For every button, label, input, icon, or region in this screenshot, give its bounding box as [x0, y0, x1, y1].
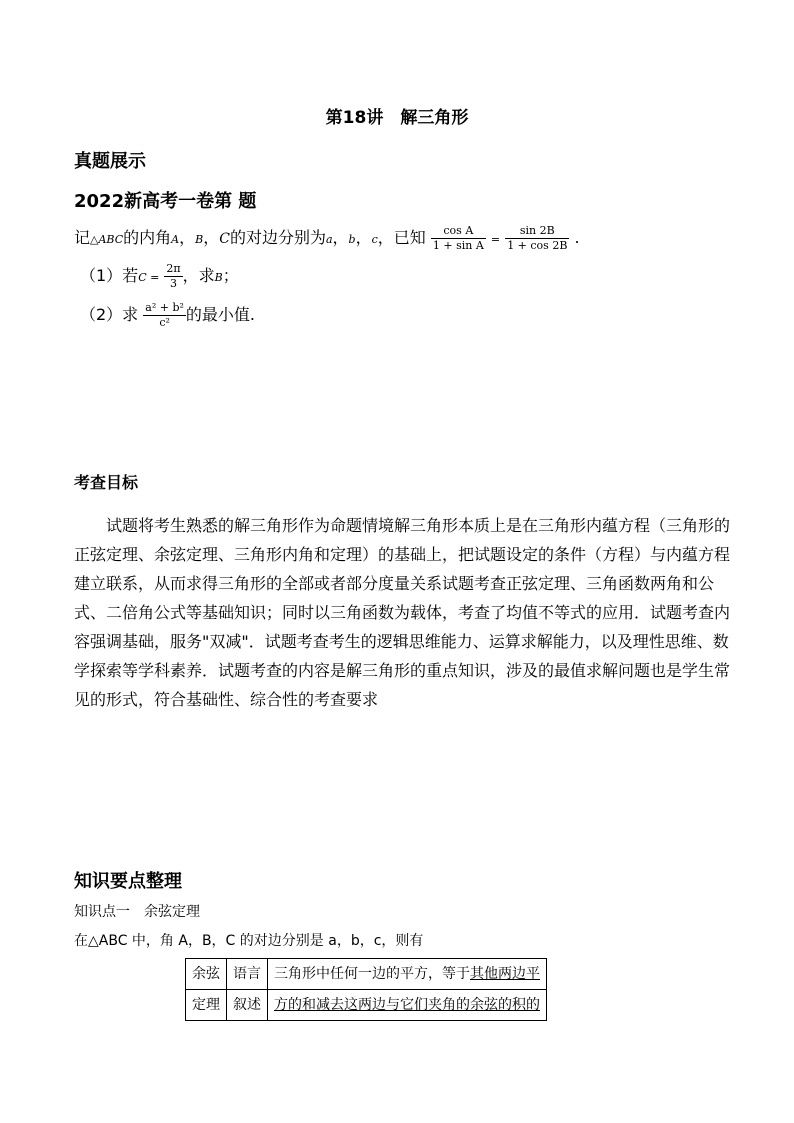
table-cell: 叙述	[227, 990, 268, 1021]
separator: ，	[203, 228, 220, 247]
q1-condition: C =	[138, 271, 160, 284]
table-cell	[268, 990, 547, 1021]
var-B: B	[195, 233, 204, 246]
separator: ，	[332, 228, 349, 247]
given-fraction-left: $\frac{\text{cos A}}{\text{1 + sin A}}$	[432, 224, 484, 252]
q1-label: （1）若	[80, 266, 139, 285]
q2-fraction: $\frac{\text{a² + b²}}{\text{c²}}$	[145, 301, 184, 329]
section-heading-real-exam: 真题展示	[74, 151, 146, 172]
table-cell: 余弦	[186, 959, 227, 990]
given-fraction-right: $\frac{\sin 2B}{1 + \cos 2B}$	[507, 224, 568, 252]
var-b: b	[348, 233, 356, 246]
cosine-law-table	[185, 958, 547, 1021]
exam-source-label: 2022新高考一卷第 题	[74, 191, 257, 212]
question-2	[80, 301, 255, 330]
q2-text: 的最小值.	[185, 305, 256, 324]
problem-statement	[74, 224, 580, 253]
table-cell	[268, 959, 547, 990]
separator: ，	[179, 228, 196, 247]
knowledge-point-1-intro: 在△ABC 中，角 A，B，C 的对边分别是 a，b，c，则有	[74, 933, 424, 949]
table-row	[186, 990, 547, 1021]
problem-text-1: 记	[74, 228, 91, 247]
q1-end: ；	[222, 266, 239, 285]
objectives-paragraph: 试题将考生熟悉的解三角形作为命题情境解三角形本质上是在三角形内蕴方程（三角形的正弦定理、余弦定理、三角形内角和定理）的基础上，把试题设定的条件（方程）与内蕴方程建立联系，从而求得三角形的全部或者部分度量关系试题考查正弦定理、三角函数两角和公式、二倍角公式等基础知识；同时以三角函数为载体，考查了均值不等式的应用．试题考查内容强调基础，服务"双减"．试题考查考生的逻辑思维能力、运算求解能力，以及理性思维、数学探索等学科素养．试题考查的内容是解三角形的重点知识，涉及的最值求解问题也是学生常见的形式，符合基础性、综合性的考查要求	[74, 516, 731, 709]
q1-var: B	[214, 271, 223, 284]
q1-fraction: $\frac{2\pi}{3}$	[166, 262, 181, 290]
table-row	[186, 959, 547, 990]
var-a: a	[325, 233, 333, 246]
problem-text-3: 的对边分别为	[229, 228, 326, 247]
page-title: 第18讲 解三角形	[325, 108, 469, 128]
section-heading-objectives: 考查目标	[74, 473, 139, 492]
var-C: C	[219, 231, 230, 247]
cell-text-underlined: 其他两边平	[470, 966, 540, 982]
table-cell: 定理	[186, 990, 227, 1021]
triangle-symbol: △ABC	[90, 233, 124, 246]
problem-text-4: ，已知	[377, 228, 426, 247]
knowledge-point-1-label: 知识点一 余弦定理	[74, 904, 200, 920]
q2-label: （2）求	[80, 305, 139, 324]
cell-text: 三角形中任何一边的平方，等于	[274, 966, 470, 982]
cell-text-underlined: 方的和减去这两边与它们夹角的余弦的积的	[274, 997, 540, 1013]
problem-text-2: 的内角	[123, 228, 172, 247]
separator: ，	[355, 228, 372, 247]
section-heading-knowledge: 知识要点整理	[74, 871, 182, 892]
q1-text: ，求	[182, 266, 215, 285]
table-cell: 语言	[227, 959, 268, 990]
question-1	[80, 262, 239, 291]
equals-sign: =	[490, 233, 501, 246]
var-c: c	[371, 233, 378, 246]
period: .	[574, 228, 580, 247]
var-A: A	[171, 233, 180, 246]
